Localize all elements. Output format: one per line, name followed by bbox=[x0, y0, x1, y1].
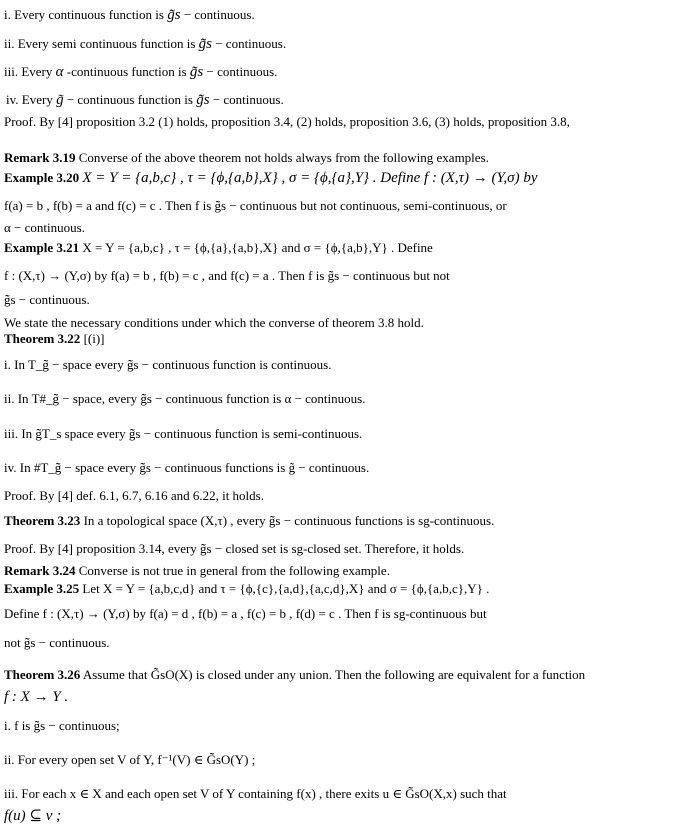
theorem-3-22: Theorem 3.22 [(i)] bbox=[4, 331, 105, 346]
theorem-3-26-item-iii-cont: f(u) ⊆ v ; bbox=[4, 808, 62, 824]
example-3-20-line1: Example 3.20 X = Y = {a,b,c} , τ = {ϕ,{a,b},X} , σ = {ϕ,{a},Y} . Define f : (X,τ) → (Y,σ) by bbox=[4, 170, 538, 186]
example-3-21-line2: f : (X,τ) → (Y,σ) by f(a) = b , f(b) = c , and f(c) = a . Then f is g̃̃s − continuous but not bbox=[4, 268, 450, 283]
theorem-3-26: Theorem 3.26 Assume that G̃̃sO(X) is closed under any union. Then the following are equivalent for a function bbox=[4, 667, 586, 682]
example-3-25-line3: not g̃̃s − continuous. bbox=[4, 635, 110, 650]
theorem-3-26-item-ii: ii. For every open set V of Y, f⁻¹(V) ∈ G̃̃sO(Y) ; bbox=[4, 752, 256, 767]
example-3-21-line1: Example 3.21 X = Y = {a,b,c} , τ = {ϕ,{a},{a,b},X} and σ = {ϕ,{a,b},Y} . Define bbox=[4, 240, 433, 255]
example-3-20-line2: f(a) = b , f(b) = a and f(c) = c . Then f is g̃̃s − continuous but not continuous, semi-continuous, or bbox=[4, 198, 507, 213]
theorem-3-22-item-ii: ii. In T#_g̃̃ − space, every g̃̃s − continuous function is α − continuous. bbox=[4, 391, 366, 406]
theorem-3-26-item-i: i. f is g̃̃s − continuous; bbox=[4, 718, 120, 733]
theorem-3-22-item-i: i. In T_g̃̃ − space every g̃̃s − continuous function is continuous. bbox=[4, 357, 332, 372]
item-i: i. Every continuous function is g̃̃s − continuous. bbox=[4, 7, 255, 23]
remark-3-19: Remark 3.19 Converse of the above theorem not holds always from the following examples. bbox=[4, 150, 489, 165]
proof-3-22: Proof. By [4] def. 6.1, 6.7, 6.16 and 6.22, it holds. bbox=[4, 488, 264, 503]
example-3-25-line2: Define f : (X,τ) → (Y,σ) by f(a) = d , f(b) = a , f(c) = b , f(d) = c . Then f is sg-continuous but bbox=[4, 606, 487, 621]
theorem-3-23: Theorem 3.23 In a topological space (X,τ) , every g̃̃s − continuous functions is sg-continuous. bbox=[4, 513, 495, 528]
proof-3-23: Proof. By [4] proposition 3.14, every g̃̃s − closed set is sg-closed set. Therefore, it holds. bbox=[4, 541, 465, 556]
item-iii: iii. Every α -continuous function is g̃̃s − continuous. bbox=[4, 64, 278, 80]
example-3-21-line3: g̃̃s − continuous. bbox=[4, 292, 90, 307]
necessary-conditions: We state the necessary conditions under which the converse of theorem 3.8 hold. bbox=[4, 315, 424, 330]
remark-3-24: Remark 3.24 Converse is not true in general from the following example. bbox=[4, 563, 390, 578]
theorem-3-22-item-iii: iii. In g̃̃T_s space every g̃̃s − continuous function is semi-continuous. bbox=[4, 426, 363, 441]
theorem-3-22-item-iv: iv. In #T_g̃̃ − space every g̃̃s − continuous functions is g̃ − continuous. bbox=[4, 460, 370, 475]
example-3-20-line3: α − continuous. bbox=[4, 220, 85, 235]
item-ii: ii. Every semi continuous function is g̃̃s − continuous. bbox=[4, 36, 287, 52]
item-iv: iv. Every g̃ − continuous function is g̃̃s − continuous. bbox=[6, 92, 284, 108]
theorem-3-26-line2: f : X → Y . bbox=[4, 689, 69, 705]
example-3-25-line1: Example 3.25 Let X = Y = {a,b,c,d} and τ = {ϕ,{c},{a,d},{a,c,d},X} and σ = {ϕ,{a,b,c},Y} . bbox=[4, 581, 490, 596]
proof-1: Proof. By [4] proposition 3.2 (1) holds, proposition 3.4, (2) holds, proposition 3.6, (3) holds, proposition 3.8, bbox=[4, 114, 570, 129]
theorem-3-26-item-iii: iii. For each x ∈ X and each open set V of Y containing f(x) , there exits u ∈ G̃̃sO(X,x) such that bbox=[4, 786, 507, 801]
